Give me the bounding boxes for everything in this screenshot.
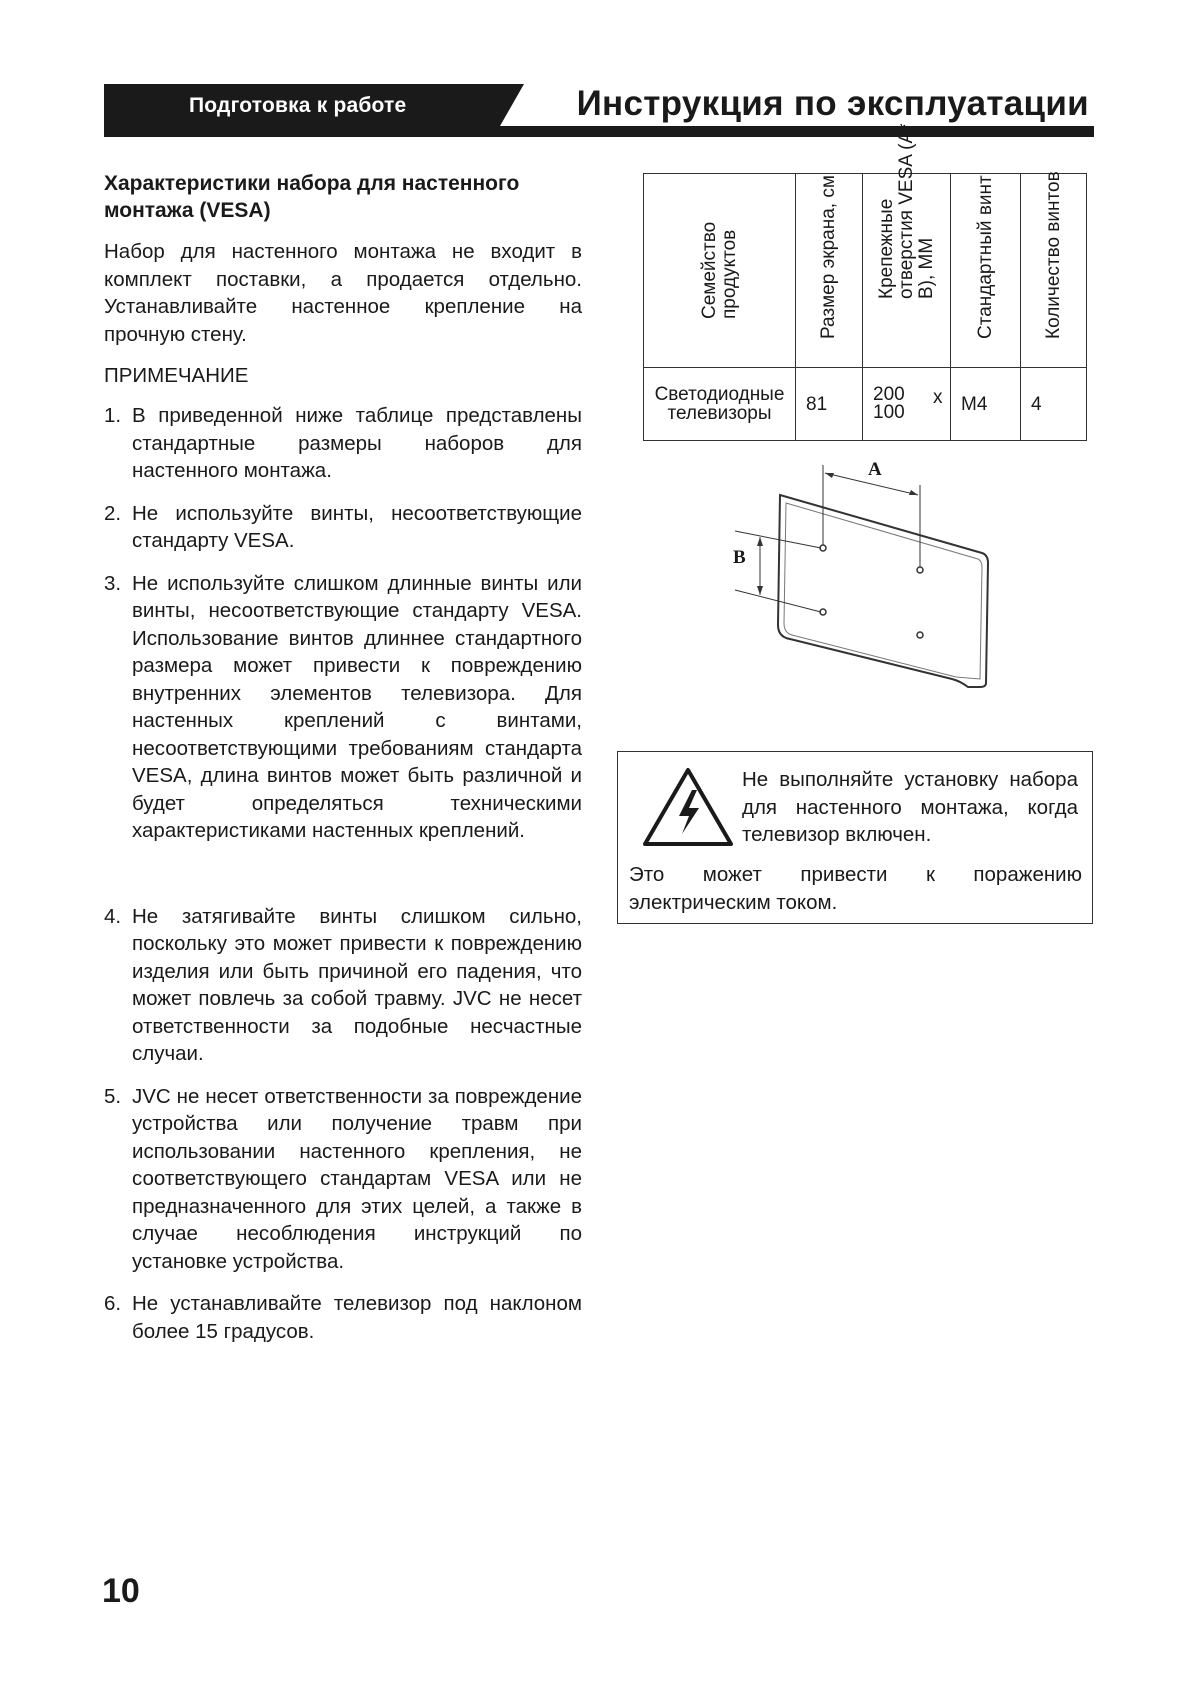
list-item-number: 6. <box>104 1292 122 1315</box>
warning-text: Не выполняйте установку набора для настенного монтажа, когда телевизор включен. <box>742 768 1078 846</box>
tv-back-illustration <box>730 455 990 705</box>
cell-product-family: Светодиодные телевизоры <box>644 368 796 441</box>
list-item-text: В приведенной ниже таблице представлены стандартные размеры наборов для настенного монтажа. <box>132 404 582 482</box>
list-item-text: JVC не несет ответственности за повреждение устройства или получение травм при использовании настенного крепления, не соответствующего стандартам VESA или не предназначенного для этих целей, а также в случае несоблюдения инструкций по установке устройства. <box>132 1084 582 1273</box>
header-text: Семейство продуктов <box>698 221 740 319</box>
warning-consequence-text: Это может привести к поражению электрическим током. <box>629 863 1082 914</box>
header-product-family <box>644 174 796 368</box>
vesa-b-value: 100 <box>873 402 905 423</box>
cell-screw-count: 4 <box>1021 368 1087 441</box>
vesa-ab-values <box>873 386 905 422</box>
list-item-number: 5. <box>104 1084 122 1108</box>
dimension-a-label: A <box>868 459 882 480</box>
list-item <box>104 1083 582 1276</box>
cell-vesa-holes <box>863 368 951 441</box>
header-screen-size <box>796 174 863 368</box>
section-heading: Характеристики набора для настенного монтажа (VESA) <box>104 172 520 222</box>
dimension-b-ext-top <box>735 531 821 548</box>
header-text: Крепежные отверстия VESA (A* B), ММ <box>875 123 937 299</box>
list-item <box>104 570 582 845</box>
mount-hole <box>917 632 923 638</box>
list-item-text: Не устанавливайте телевизор под наклоном более 15 градусов. <box>132 1292 582 1343</box>
table-header-row <box>644 174 1087 368</box>
cell-standard-screw: M4 <box>951 368 1021 441</box>
warning-box <box>617 751 1093 924</box>
vesa-times-sign: x <box>933 387 943 408</box>
left-column <box>104 170 582 1360</box>
list-item-number: 3. <box>104 571 122 595</box>
intro-paragraph: Набор для настенного монтажа не входит в комплект поставки, а продается отдельно. Устанавливайте настенное крепление на прочную стену. <box>104 240 582 346</box>
list-item-text: Не затягивайте винты слишком сильно, поскольку это может привести к повреждению изделия или быть причиной его падения, что может повлечь за собой травму. JVC не несет ответственности за подобные несчастные случаи. <box>132 904 582 1065</box>
vesa-a-value: 200 <box>873 384 905 405</box>
page-header <box>104 84 1094 137</box>
list-item-text: Не используйте винты, несоответствующие стандарту VESA. <box>132 501 582 552</box>
list-item <box>104 500 582 555</box>
table-row <box>644 368 1087 441</box>
electric-shock-warning-icon <box>641 766 735 848</box>
header-text: Количество винтов <box>1042 171 1064 339</box>
arrow-head <box>757 586 763 595</box>
cell-screen-size: 81 <box>796 368 863 441</box>
list-item-number: 4. <box>104 904 122 928</box>
list-item <box>104 903 582 1068</box>
list-item-number: 1. <box>104 404 122 427</box>
list-item-number: 2. <box>104 501 122 525</box>
note-label: ПРИМЕЧАНИЕ <box>104 364 249 387</box>
mount-hole <box>917 567 923 573</box>
header-text: Размер экрана, см <box>818 175 839 339</box>
header-title: Инструкция по эксплуатации <box>576 84 1089 123</box>
list-item <box>104 402 582 485</box>
tv-panel-inner <box>784 503 982 679</box>
list-item <box>104 1290 582 1345</box>
vesa-spec-table <box>643 123 1087 441</box>
arrow-head <box>909 490 918 495</box>
arrow-head <box>757 537 763 546</box>
header-section-label: Подготовка к работе <box>189 94 407 117</box>
header-text: Стандартный винт <box>974 175 996 339</box>
header-screw-count <box>1021 171 1087 368</box>
list-item-text: Не используйте слишком длинные винты или винты, несоответствующие стандарту VESA. Использование винтов длиннее стандартного размера может привести к повреждению внутренних элементов телевизора. Для настенных креплений с винтами, несоответствующими требованиям стандарта VESA, длина винтов может быть различной и будет определяться техническими характеристиками настенных креплений. <box>132 571 582 842</box>
dimension-b-label: B <box>733 547 746 568</box>
header-vesa-holes <box>863 123 951 368</box>
header-standard-screw <box>951 174 1021 368</box>
wall-mount-diagram <box>730 455 990 705</box>
page-number: 10 <box>102 1572 140 1610</box>
arrow-head <box>825 473 834 478</box>
